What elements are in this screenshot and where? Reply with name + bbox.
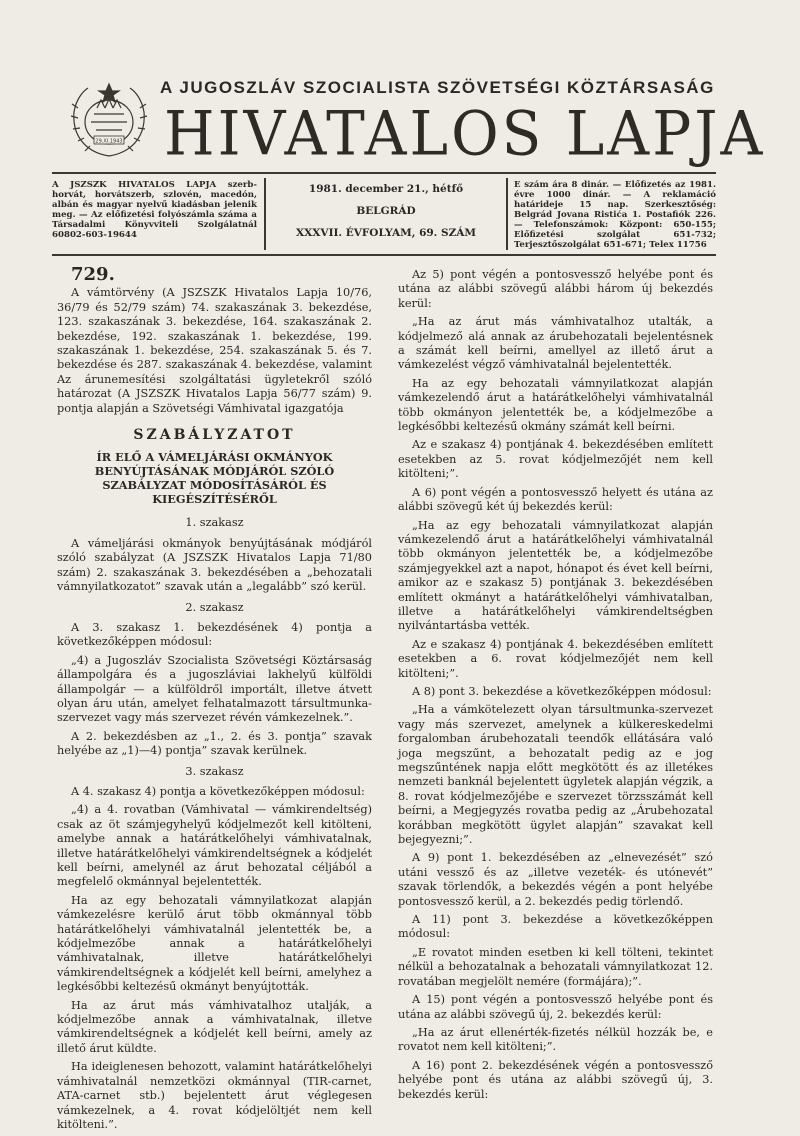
issue-info — [264, 178, 508, 250]
paragraph: A 16) pont 2. bekezdésének végén a pontosvessző helyébe pont és utána az alábbi szövegű új, 3. bekezdés kerül: — [398, 1058, 713, 1101]
paragraph: „E rovatot minden esetben ki kell tölteni, tekintet nélkül a behozatalnak a behozatali vámnyilatkozat 12. rovatában megjelölt nemére (formájára);”. — [398, 945, 713, 988]
paragraph: A vámeljárási okmányok benyújtásának módjáról szóló szabályzat (A JSZSZK Hivatalos Lapja 71/80 szám) 2. szakaszának 3. bekezdésében a „behozatali vámnyilatkozatot” szavak után a „legalább” szó kerül. — [57, 536, 372, 594]
paragraph: Ha az egy behozatali vámnyilatkozat alapján vámkezelésre kerülő árut több okmánnyal több határátkelőhelyi vámhivatalnál jelentették be, a kódjelmezőbe annak a határátkelőhelyi vámhivatalnak, illetve határátkelőhelyi vámkirendeltségnek a kódjelét kell beírni, amelyhez a legkésőbbi keltezésű okmányt benyújtották. — [57, 893, 372, 994]
paragraph: A 6) pont végén a pontosvessző helyett és utána az alábbi szövegű két új bekezdés kerül: — [398, 485, 713, 514]
right-column — [398, 268, 713, 1106]
issue-place: BELGRÁD — [356, 205, 416, 217]
paragraph: „4) a 4. rovatban (Vámhivatal — vámkirendeltség) csak az öt számjegyhelyű kódjelmezőt kell kitölteni, amelybe annak a határátkelőhelyi vámhivatalnak, illetve határátkelőhelyi vámkirendeltségnek a kódjelét kell beírni, amelynél az árut behozatal céljából a megfelelő okmánnyal bejelentették. — [57, 803, 372, 889]
document-heading: SZABÁLYZATOT — [133, 427, 296, 444]
publication-title: HIVATALOS LAPJA — [164, 98, 766, 170]
section-title: 1. szakasz — [185, 516, 244, 530]
header-top-rule — [52, 172, 716, 174]
issue-volume: XXXVII. ÉVFOLYAM, 69. SZÁM — [295, 227, 477, 239]
paragraph: A 11) pont 3. bekezdése a következőképpen módosul: — [398, 913, 713, 941]
coat-of-arms-emblem — [66, 78, 152, 164]
paragraph: „Ha az árut ellenérték-fizetés nélkül hozzák be, e rovatot nem kell kitölteni;”. — [398, 1025, 713, 1054]
price-contact-info: E szám ára 8 dinár. — Előfizetés az 1981. évre 1000 dinár. — A reklamáció határideje 15 nap. Szerkesztőség: Belgrád Jovana Ristića 1. Postafiók 226. — Telefonszámok: Központ: 650-155; Előfizetési szolgálat 651-732; Terjesztőszolgálat 651-671; Telex 11756 — [514, 180, 716, 250]
paragraph: Az e szakasz 4) pontjának 4. bekezdésében említett esetekben a 6. rovat kódjelmezőjét nem kell kitölteni;”. — [398, 637, 713, 680]
paragraph: „Ha az árut más vámhivatalhoz utalták, a kódjelmező alá annak az árubehozatali bejelentésnek a számát kell beírni, amellyel az illető árut a vámkezelést végző vámhivatalnál bejelentették. — [398, 315, 713, 372]
header-bottom-rule — [52, 254, 716, 256]
paragraph: A 4. szakasz 4) pontja a következőképpen módosul: — [71, 784, 365, 798]
section-title: 3. szakasz — [185, 764, 244, 778]
paragraph: A 2. bekezdésben az „1., 2. és 3. pontja” szavak helyébe az „1)—4) pontja” szavak kerülnek. — [57, 729, 372, 758]
paragraph: A 8) pont 3. bekezdése a következőképpen módosul: — [412, 684, 712, 698]
paragraph: „4) a Jugoszláv Szocialista Szövetségi Köztársaság állampolgára és a jugoszláviai lakhelyű külföldi állampolgár — a külföldről importált, illetve átvett olyan áru után, amelyet felhatalmazott társultmunka-szervezet vagy más szervezet révén vámkezelnek.”. — [57, 653, 372, 725]
document-subheading: ÍR ELŐ A VÁMELJÁRÁSI OKMÁNYOK BENYÚJTÁSÁNAK MÓDJÁRÓL SZÓLÓ SZABÁLYZAT MÓDOSÍTÁSÁRÓL ÉS KIEGÉSZÍTÉSÉRŐL — [94, 450, 335, 507]
paragraph: „Ha a vámkötelezett olyan társultmunka-szervezet vagy más szervezet, amelynek a külkereskedelmi forgalomban árubehozatali teendők ellátására való joga megszűnt, a behozatalt pedig az e jog megszűntének napja előtt megkötött és az illetékes nemzeti banknál bejelentett ügyletek alapján végzik, a 8. rovat kódjelmezőjébe e szervezet törzsszámát kell beírni, a Megjegyzés rovatba pedig az „Árubehozatal korábban megkötött ügylet alapján” szavakat kell bejegyezni;”. — [398, 703, 713, 847]
paragraph: Az 5) pont végén a pontosvessző helyébe pont és utána az alábbi szövegű alábbi három új bekezdés kerül: — [398, 268, 713, 310]
paragraph: „Ha az egy behozatali vámnyilatkozat alapján vámkezelendő árut a határátkelőhelyi vámhivatalnál több okmányon jelentették be, a kódjelmezőbe számjegyekkel azt a napot, hónapot és évet kell beírni, amikor az e szakasz 5) pontjának 3. bekezdésében említett okmányt a határátkelőhelyi vámhivatalban, illetve a határátkelőhelyi vámkirendeltségben nyilvántartásba vették. — [398, 518, 713, 633]
left-column — [57, 264, 372, 1136]
paragraph: A 9) pont 1. bekezdésében az „elnevezését” szó utáni vessző és az „illetve vezeték- és utónevét” szavak törlendők, a bekezdés végén a pont helyébe pontosvessző kerül, a 2. bekezdés pedig törlendő. — [398, 851, 713, 908]
paragraph: Ha az egy behozatali vámnyilatkozat alapján vámkezelendő árut a határátkelőhelyi vámhivatalnál több okmányon jelentették be, a kódjelmezőbe a legkésőbbi keltezésű okmány számát kell beírni. — [398, 376, 713, 434]
paragraph: Ha az árut más vámhivatalhoz utalják, a kódjelmezőbe annak a vámhivatalnak, illetve vámkirendeltségnek a kódjelét kell beírni, amely az illető árut küldte. — [57, 998, 372, 1055]
paragraph: Ha ideiglenesen behozott, valamint határátkelőhelyi vámhivatalnál nemzetközi okmánnyal (TIR-carnet, ATA-carnet stb.) bejelentett árut véglegesen vámkezelnek, a 4. rovat kódjelöltjét nem kell kitölteni.”. — [57, 1060, 372, 1131]
paragraph: Az e szakasz 4) pontjának 4. bekezdésében említett esetekben az 5. rovat kódjelmezőjét nem kell kitölteni;”. — [398, 438, 713, 481]
info-bar — [52, 178, 716, 252]
emblem-date: 29.XI.1943 — [95, 138, 123, 145]
masthead — [60, 70, 766, 180]
article-number: 729. — [71, 264, 115, 285]
issue-date: 1981. december 21., hétfő — [308, 183, 464, 195]
paragraph: A 3. szakasz 1. bekezdésének 4) pontja a következőképpen módosul: — [57, 620, 372, 649]
paragraph: A 15) pont végén a pontosvessző helyébe pont és utána az alábbi szövegű új, 2. bekezdés kerül: — [398, 993, 713, 1021]
republic-name: A JUGOSZLÁV SZOCIALISTA SZÖVETSÉGI KÖZTÁRSASÁG — [160, 78, 715, 97]
publication-info: A JSZSZK HIVATALOS LAPJA szerb-horvát, horvátszerb, szlovén, macedón, albán és magyar nyelvű kiadásban jelenik meg. — Az előfizetési folyószámla száma a Társadalmi Könyvviteli Szolgálatnál 60802-603-19644 — [52, 180, 257, 240]
paragraph: A vámtörvény (A JSZSZK Hivatalos Lapja 10/76, 36/79 és 52/79 szám) 74. szakaszának 3. bekezdése, 123. szakaszának 3. bekezdése, 164. szakaszának 2. bekezdése, 192. szakaszának 1. bekezdése, 199. szakaszának 1. bekezdése, 254. szakaszának 5. és 7. bekezdése és 287. szakaszának 4. bekezdése, valamint Az árunemesítési szolgáltatási ügyletekről szóló határozat (A JSZSZK Hivatalos Lapja 56/77 szám) 9. pontja alapján a Szövetségi Vámhivatal igazgatója — [57, 286, 372, 415]
section-title: 2. szakasz — [185, 600, 244, 614]
